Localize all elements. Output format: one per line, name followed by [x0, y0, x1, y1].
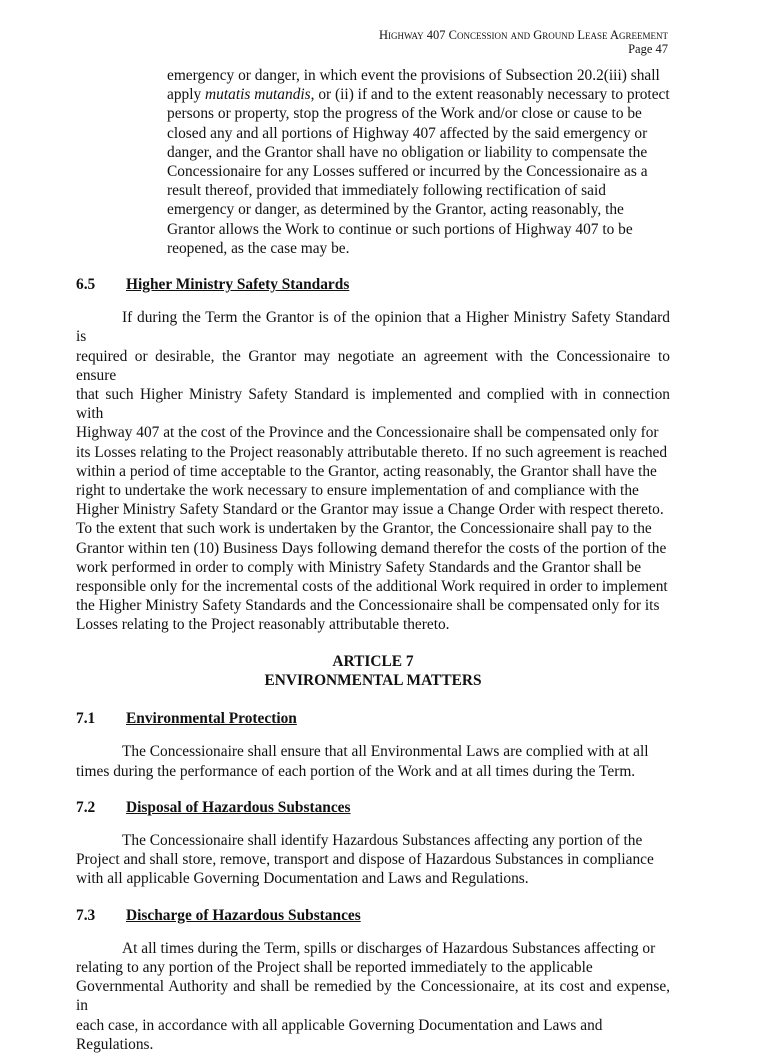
text-line: Losses relating to the Project reasonably attributable thereto.: [76, 616, 450, 634]
text-line: If during the Term the Grantor is of the opinion that a Higher Ministry Safety Standard is: [76, 309, 670, 346]
text-line: persons or property, stop the progress of the Work and/or close or cause to be: [167, 105, 642, 123]
text-line: emergency or danger, as determined by the Grantor, acting reasonably, the: [167, 201, 624, 219]
section-heading-6-5: [76, 275, 670, 294]
section-heading-7-2: [76, 798, 670, 817]
text-line: Concessionaire for any Losses suffered or incurred by the Concessionaire as a: [167, 163, 648, 181]
document-body: [76, 66, 670, 1054]
text-line: The Concessionaire shall identify Hazardous Substances affecting any portion of the: [122, 831, 643, 849]
section-6-5-paragraph: [76, 308, 670, 634]
page-header: [379, 28, 668, 56]
text-line: that such Higher Ministry Safety Standard is implemented and complied with in connection with: [76, 386, 670, 423]
article-number: ARTICLE 7: [332, 652, 414, 670]
text-line: Regulations.: [76, 1035, 154, 1053]
section-number: 7.3: [76, 906, 96, 924]
text-line: reopened, as the case may be.: [167, 239, 350, 257]
page-number: Page 47: [628, 42, 668, 56]
section-title: Environmental Protection: [126, 710, 297, 728]
section-number: 6.5: [76, 276, 96, 294]
article-title: ENVIRONMENTAL MATTERS: [264, 671, 482, 689]
text-line: the Higher Ministry Safety Standards and the Concessionaire shall be compensated only for its: [76, 597, 660, 615]
section-heading-7-1: [76, 709, 670, 728]
section-title: Disposal of Hazardous Substances: [126, 798, 351, 816]
section-number: 7.1: [76, 710, 96, 728]
section-number: 7.2: [76, 798, 96, 816]
text-line: each case, in accordance with all applicable Governing Documentation and Laws and: [76, 1016, 603, 1034]
section-title: Discharge of Hazardous Substances: [126, 906, 361, 924]
text-line: To the extent that such work is undertaken by the Grantor, the Concessionaire shall pay to the: [76, 520, 652, 538]
text-line: responsible only for the incremental costs of the additional Work required in order to implement: [76, 578, 668, 596]
text-line: work performed in order to comply with Ministry Safety Standards and the Grantor shall be: [76, 558, 642, 576]
text-line: closed any and all portions of Highway 407 affected by the said emergency or: [167, 124, 648, 142]
section-7-3-paragraph: [76, 939, 670, 1054]
section-7-1-paragraph: [76, 742, 670, 780]
text-line: result thereof, provided that immediately following rectification of said: [167, 182, 606, 200]
continuation-paragraph: [167, 66, 670, 258]
text-line: Grantor allows the Work to continue or such portions of Highway 407 to be: [167, 220, 633, 238]
text-line: right to undertake the work necessary to ensure implementation of and compliance with the: [76, 482, 639, 500]
text-line: its Losses relating to the Project reasonably attributable thereto. If no such agreement is reached: [76, 443, 668, 461]
article-heading: [76, 652, 670, 690]
text-line: relating to any portion of the Project shall be reported immediately to the applicable: [76, 958, 593, 976]
text-line: times during the performance of each portion of the Work and at all times during the Term.: [76, 762, 636, 780]
text-line: apply mutatis mutandis, or (ii) if and to the extent reasonably necessary to protect: [167, 86, 670, 104]
text-line: danger, and the Grantor shall have no obligation or liability to compensate the: [167, 143, 648, 161]
text-line: emergency or danger, in which event the provisions of Subsection 20.2(iii) shall: [167, 67, 660, 84]
text-line: within a period of time acceptable to the Grantor, acting reasonably, the Grantor shall have the: [76, 462, 657, 480]
text-line: Higher Ministry Safety Standard or the Grantor may issue a Change Order with respect thereto.: [76, 501, 664, 519]
header-title: Highway 407 Concession and Ground Lease Agreement: [378, 28, 668, 42]
text-line: At all times during the Term, spills or discharges of Hazardous Substances affecting or: [122, 939, 656, 957]
section-title: Higher Ministry Safety Standards: [126, 276, 350, 294]
text-line: Governmental Authority and shall be remedied by the Concessionaire, at its cost and expense, in: [76, 978, 670, 1015]
section-heading-7-3: [76, 906, 670, 925]
text-line: The Concessionaire shall ensure that all Environmental Laws are complied with at all: [122, 743, 649, 761]
text-line: required or desirable, the Grantor may negotiate an agreement with the Concessionaire to ensure: [76, 347, 670, 384]
text-line: Grantor within ten (10) Business Days following demand therefor the costs of the portion of the: [76, 539, 667, 557]
text-line: with all applicable Governing Documentation and Laws and Regulations.: [76, 870, 529, 888]
text-line: Highway 407 at the cost of the Province and the Concessionaire shall be compensated only for: [76, 424, 659, 442]
section-7-2-paragraph: [76, 831, 670, 889]
text-line: Project and shall store, remove, transport and dispose of Hazardous Substances in compliance: [76, 851, 654, 869]
